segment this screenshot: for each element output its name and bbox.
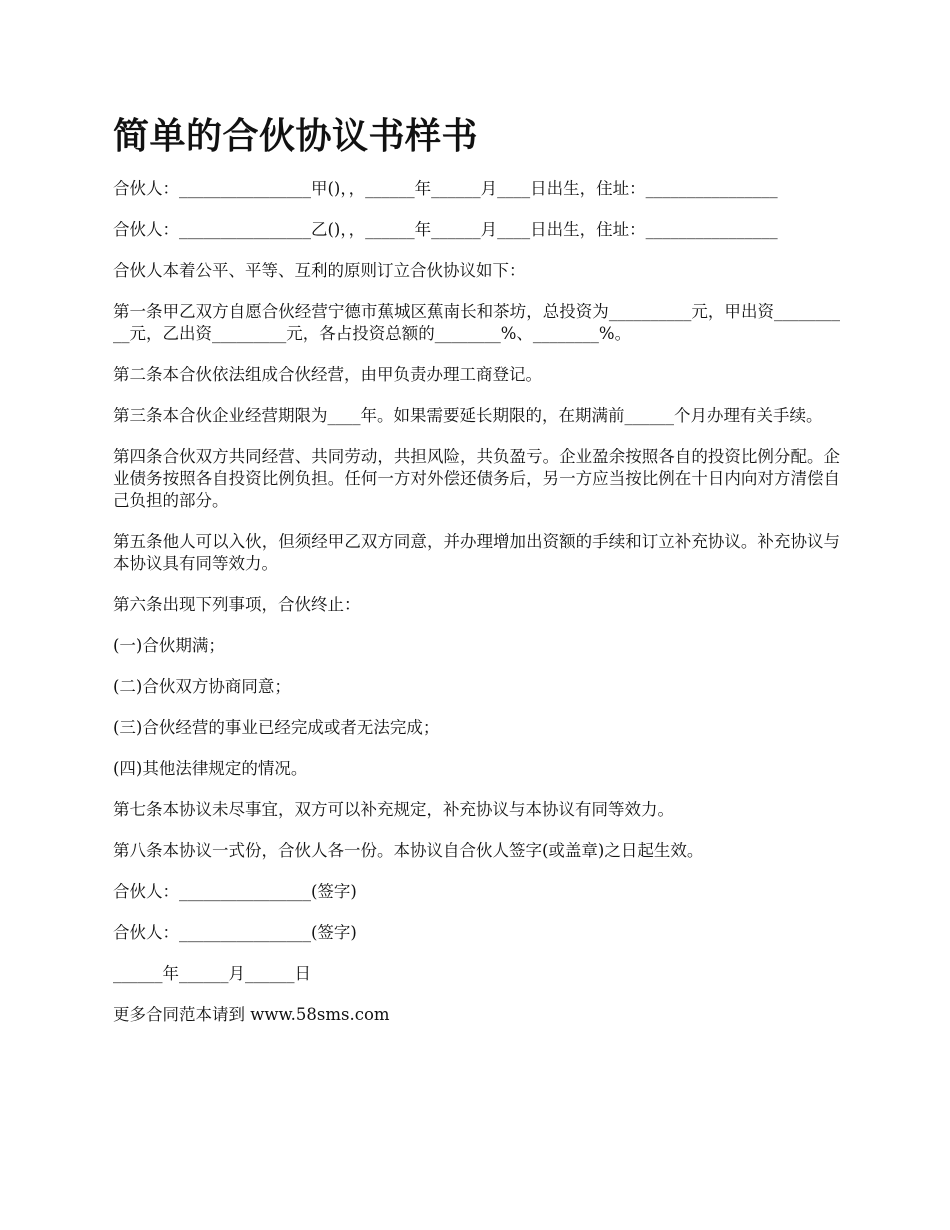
- article-4: 第四条合伙双方共同经营、共同劳动，共担风险，共负盈亏。企业盈余按照各自的投资比例分配。企业债务按照各自投资比例负担。任何一方对外偿还债务后，另一方应当按比例在十日内向对方清偿自己负担的部分。: [113, 447, 840, 510]
- article-6: 第六条出现下列事项，合伙终止：: [113, 595, 361, 614]
- signature-line-1: 合伙人：________________(签字): [113, 882, 357, 901]
- article-5: 第五条他人可以入伙，但须经甲乙双方同意，并办理增加出资额的手续和订立补充协议。补充协议与本协议具有同等效力。: [113, 532, 840, 573]
- document-page: [113, 112, 840, 1045]
- termination-item-2: (二)合伙双方协商同意；: [113, 677, 291, 696]
- preamble: 合伙人本着公平、平等、互利的原则订立合伙协议如下：: [113, 261, 526, 280]
- termination-item-3: (三)合伙经营的事业已经完成或者无法完成；: [113, 718, 440, 737]
- article-2: 第二条本合伙依法组成合伙经营，由甲负责办理工商登记。: [113, 365, 542, 384]
- footer-note: 更多合同范本请到 www.58sms.com: [113, 1005, 390, 1024]
- date-line: ______年______月______日: [113, 964, 311, 983]
- partner-b-line: 合伙人：________________乙()，，______年______月____日出生，住址：________________: [113, 220, 778, 239]
- termination-item-4: (四)其他法律规定的情况。: [113, 759, 308, 778]
- article-7: 第七条本协议未尽事宜，双方可以补充规定，补充协议与本协议有同等效力。: [113, 800, 674, 819]
- article-3: 第三条本合伙企业经营期限为____年。如果需要延长期限的，在期满前______个月办理有关手续。: [113, 406, 823, 425]
- article-1: 第一条甲乙双方自愿合伙经营宁德市蕉城区蕉南长和茶坊，总投资为__________元，甲出资__________元，乙出资_________元，各占投资总额的________%、________%。: [113, 302, 840, 343]
- partner-a-line: 合伙人：________________甲()，，______年______月____日出生，住址：________________: [113, 179, 778, 198]
- document-title: 简单的合伙协议书样书: [113, 115, 479, 157]
- termination-item-1: (一)合伙期满；: [113, 636, 225, 655]
- signature-line-2: 合伙人：________________(签字): [113, 923, 357, 942]
- article-8: 第八条本协议一式份，合伙人各一份。本协议自合伙人签字(或盖章)之日起生效。: [113, 841, 704, 860]
